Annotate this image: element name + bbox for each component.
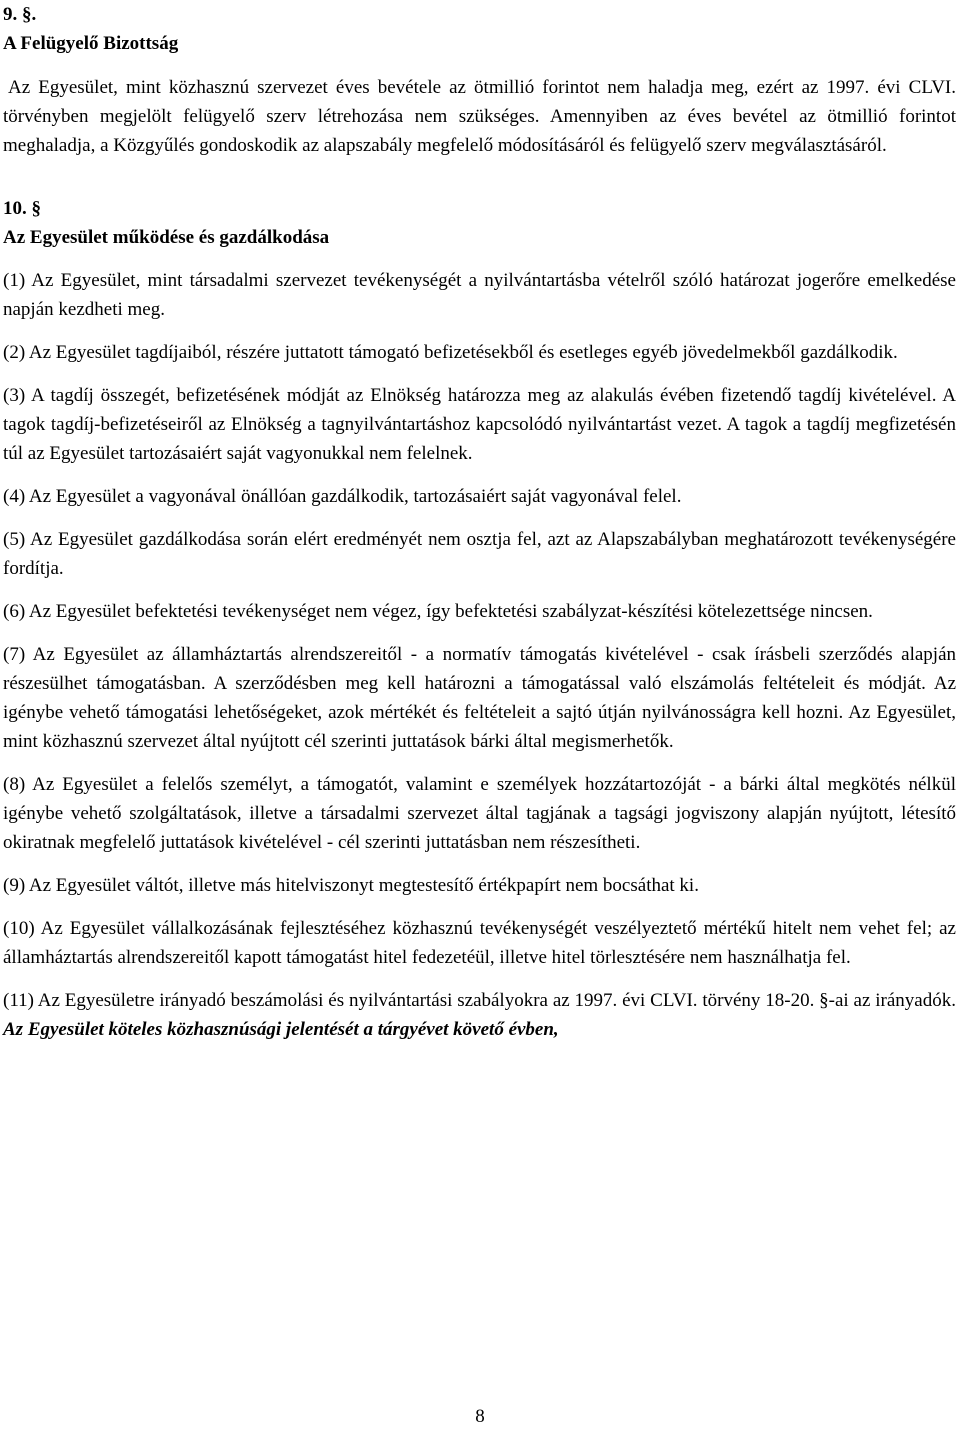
section-10-title: Az Egyesület működése és gazdálkodása (3, 227, 330, 248)
paragraph-9: (9) Az Egyesület váltót, illetve más hitelviszonyt megtestesítő értékpapírt nem bocsáthat ki. (3, 875, 699, 896)
section-9-paragraph: Az Egyesület, mint közhasznú szervezet éves bevétele az ötmillió forintot nem haladja meg, ezért az 1997. évi CLVI. törvényben megjelölt felügyelő szerv létrehozása nem szükséges. Amennyiben az éves bevétel az ötmillió forintot meghaladja, a Közgyűlés gondoskodik az alapszabály megfelelő módosításáról és felügyelő szerv megválasztásáról. (3, 77, 956, 156)
paragraph-11-text: (11) Az Egyesületre irányadó beszámolási és nyilvántartási szabályokra az 1997. évi CLVI. törvény 18-20. §-ai az irányadók. (3, 990, 956, 1011)
paragraph-5: (5) Az Egyesület gazdálkodása során elért eredményét nem osztja fel, azt az Alapszabályban meghatározott tevékenységére fordítja. (3, 529, 956, 579)
section-9-number: 9. §. (3, 4, 37, 25)
paragraph-3: (3) A tagdíj összegét, befizetésének módját az Elnökség határozza meg az alakulás évében fizetendő tagdíj kivételével. A tagok tagdíj-befizetéseiről az Elnökség a tagnyilvántartáshoz kapcsolódó nyilvántartást vezet. A tagok a tagdíj megfizetésén túl az Egyesület tartozásaiért saját vagyonukkal nem felelnek. (3, 385, 956, 464)
paragraph-6: (6) Az Egyesület befektetési tevékenységet nem végez, így befektetési szabályzat-készítési kötelezettsége nincsen. (3, 601, 873, 622)
paragraph-8: (8) Az Egyesület a felelős személyt, a támogatót, valamint e személyek hozzátartozóját - a bárki által megkötés nélkül igénybe vehető szolgáltatások, illetve a társadalmi szervezet által tagjának a tagsági jogviszony alapján nyújtott, létesítő okiratnak megfelelő juttatások kivételével - cél szerinti juttatásban nem részesítheti. (3, 774, 956, 853)
section-9-title: A Felügyelő Bizottság (3, 33, 179, 54)
paragraph-1: (1) Az Egyesület, mint társadalmi szervezet tevékenységét a nyilvántartásba vételről szóló határozat jogerőre emelkedése napján kezdheti meg. (3, 270, 956, 320)
paragraph-4: (4) Az Egyesület a vagyonával önállóan gazdálkodik, tartozásaiért saját vagyonával felel. (3, 486, 682, 507)
page-number: 8 (475, 1406, 485, 1427)
paragraph-2: (2) Az Egyesület tagdíjaiból, részére juttatott támogató befizetésekből és esetleges egyéb jövedelmekből gazdálkodik. (3, 342, 898, 363)
paragraph-7: (7) Az Egyesület az államháztartás alrendszereitől - a normatív támogatás kivételével - csak írásbeli szerződés alapján részesülhet támogatásban. A szerződésben meg kell határozni a támogatással való elszámolás feltételeit és módját. Az igénybe vehető támogatási lehetőségeket, azok mértékét és feltételeit a sajtó útján nyilvánosságra kell hozni. Az Egyesület, mint közhasznú szervezet által nyújtott cél szerinti juttatások bárki által megismerhetők. (3, 644, 956, 752)
section-10-number: 10. § (3, 198, 41, 219)
paragraph-11 (3, 986, 956, 1044)
paragraph-11-emphasis: Az Egyesület köteles közhasznúsági jelentését a tárgyévet követő évben, (3, 1019, 559, 1040)
paragraph-10: (10) Az Egyesület vállalkozásának fejlesztéséhez közhasznú tevékenységét veszélyeztető mértékű hitelt nem vehet fel; az államháztartás alrendszereitől kapott támogatást hitel fedezetéül, illetve hitel törlesztésére nem használhatja fel. (3, 918, 956, 968)
document-page (3, 0, 956, 1044)
